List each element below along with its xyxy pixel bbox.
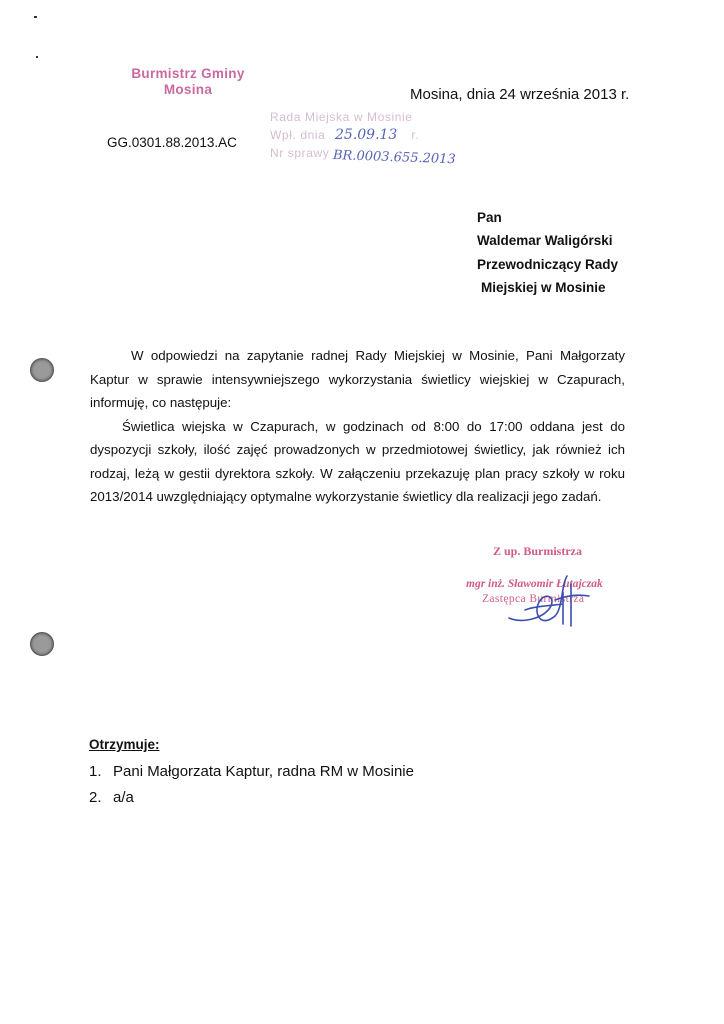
- handwritten-case-number: BR.0003.655.2013: [332, 148, 456, 168]
- letter-body: [90, 344, 625, 509]
- addressee-council: Miejskiej w Mosinie: [481, 279, 606, 295]
- signature-role: Zastępca Burmistrza: [482, 593, 585, 605]
- body-paragraph-2: Świetlica wiejska w Czapurach, w godzinach od 8:00 do 17:00 oddana jest do dyspozycji szkoły, ilość zajęć prowadzonych w przedmiotowej świetlicy, jak również ich rodzaj, leżą w gestii dyrektora szkoły. W załączeniu przekazuję plan pracy szkoły w roku 2013/2014 uwzględniający optymalne wykorzystanie świetlicy dla realizacji jego zadań.: [90, 418, 625, 504]
- recipient-item: [89, 759, 414, 785]
- registry-stamp-year-suffix: r.: [411, 128, 420, 142]
- registry-stamp-received-label: Wpł. dnia: [270, 128, 326, 142]
- signature-authorization: Z up. Burmistrza: [493, 544, 583, 558]
- signature-name: mgr inż. Sławomir Łutajczak: [466, 578, 603, 590]
- recipient-text: Pani Małgorzata Kaptur, radna RM w Mosinie: [113, 763, 414, 780]
- punch-hole-top: [30, 358, 54, 382]
- recipients-heading: Otrzymuje:: [89, 737, 160, 752]
- issuer-stamp-line2: Mosina: [163, 82, 213, 97]
- punch-hole-bottom: [30, 632, 54, 656]
- issuer-stamp: [118, 66, 258, 98]
- recipients-list: [89, 759, 414, 811]
- addressee-title: Przewodniczący Rady: [477, 256, 619, 272]
- recipient-item: [89, 785, 414, 811]
- place-date: Mosina, dnia 24 września 2013 r.: [410, 86, 630, 103]
- addressee-block: [477, 206, 618, 299]
- recipient-text: a/a: [113, 789, 134, 806]
- registry-stamp-line3: Nr sprawy: [270, 146, 330, 160]
- registry-stamp-line1: Rada Miejska w Mosinie: [270, 110, 413, 124]
- handwritten-signature: [505, 566, 595, 636]
- body-paragraph-1: W odpowiedzi na zapytanie radnej Rady Miejskiej w Mosinie, Pani Małgorzaty Kaptur w sprawie intensywniejszego wykorzystania świetlicy wiejskiej w Czapurach, informuję, co następuje:: [90, 348, 625, 410]
- scan-speck: [34, 16, 37, 18]
- scan-speck: [36, 56, 38, 58]
- addressee-salutation: Pan: [477, 210, 502, 225]
- issuer-stamp-line1: Burmistrz Gminy: [131, 66, 245, 81]
- recipient-number: 1.: [89, 763, 102, 780]
- handwritten-date: 25.09.13: [335, 127, 398, 143]
- reference-number: GG.0301.88.2013.AC: [107, 135, 237, 150]
- addressee-name: Waldemar Waligórski: [477, 233, 613, 249]
- recipient-number: 2.: [89, 789, 102, 806]
